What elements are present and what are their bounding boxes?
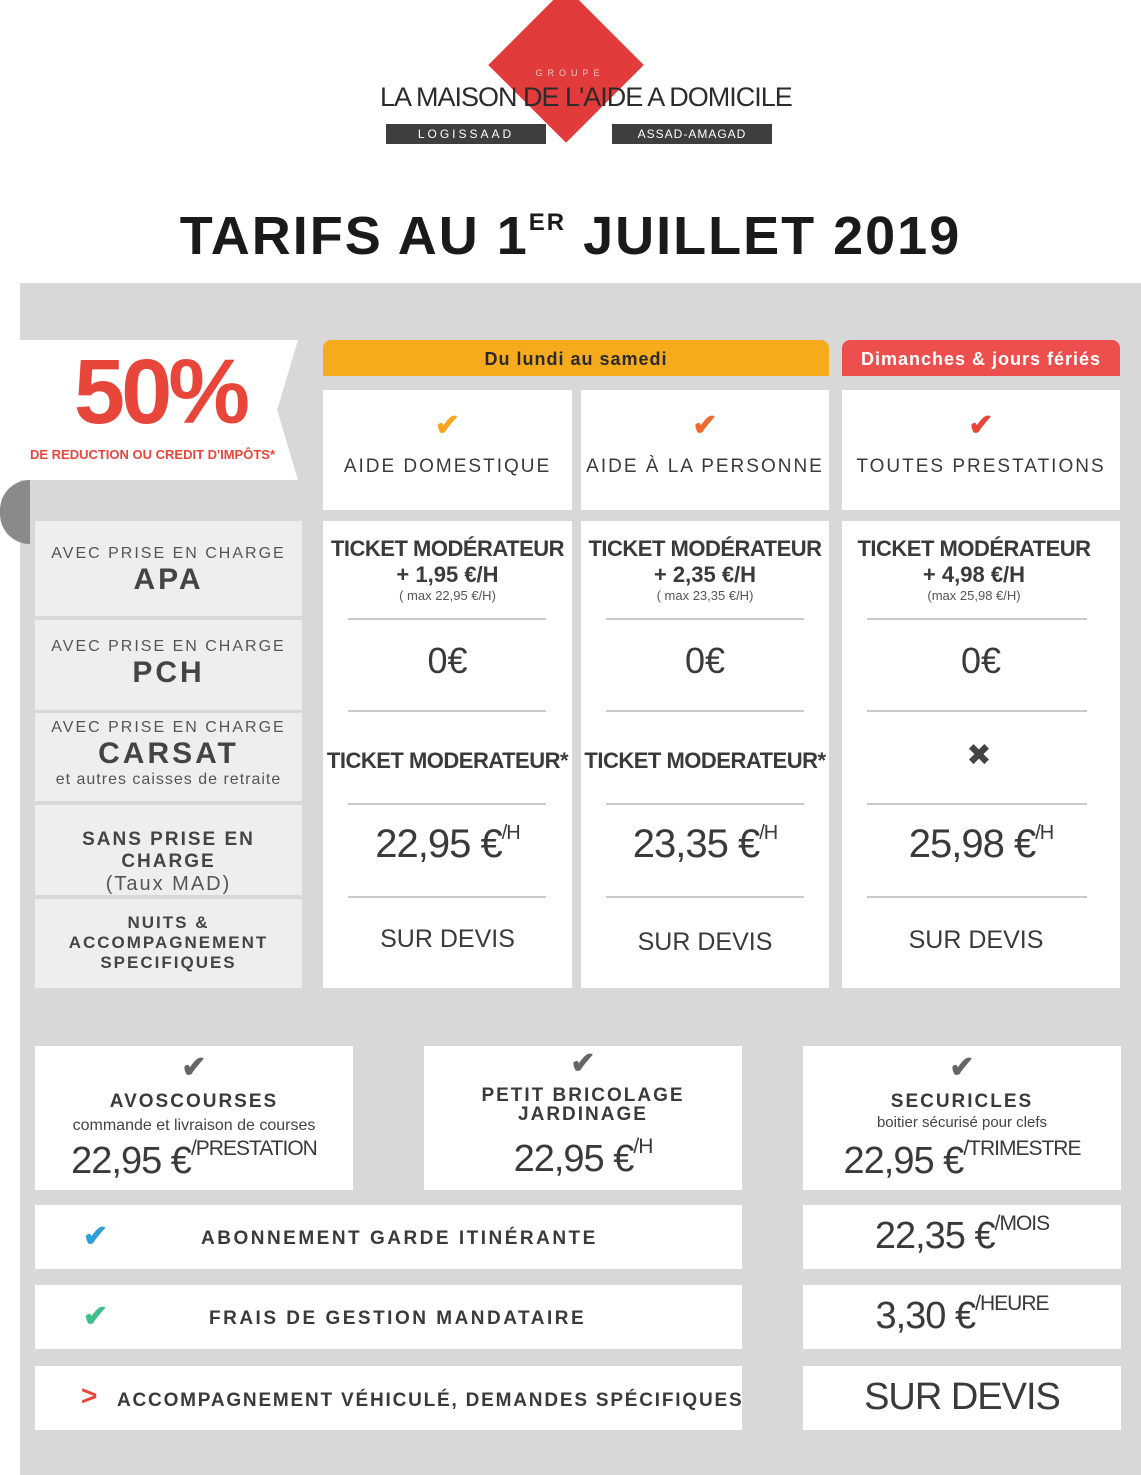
divider [348,710,546,712]
price-unit: /H [759,821,778,844]
cell-carsat-2: TICKET MODERATEUR* [584,748,826,773]
service-label: AIDE À LA PERSONNE [586,456,824,477]
cell-nuits-1: SUR DEVIS [380,925,515,953]
cell-nuits-3: SUR DEVIS [908,926,1044,954]
price-unit: /TRIMESTRE [963,1137,1081,1161]
extra-price [424,1135,742,1181]
ticket-title: TICKET MODÉRATEUR [857,536,1091,561]
check-icon: ✔ [83,1220,109,1253]
extra-name: SECURICLES [890,1091,1034,1112]
row-label-big: CARSAT [98,737,239,770]
price-value: 22,95 € [843,1140,964,1182]
cell-pch-2: 0€ [684,640,726,681]
price-unit: /HEURE [975,1292,1049,1316]
extra-card-avoscourses [35,1046,353,1190]
line-price [803,1292,1121,1338]
extra-name: PETIT BRICOLAGE [481,1085,685,1106]
title-rest: JUILLET 2019 [566,206,962,266]
ticket-max: ( max 23,35 €/H) [656,588,754,603]
line-price-frais [803,1285,1121,1349]
price-unit: /H [1035,821,1054,844]
ticket-rate: + 1,95 €/H [396,562,499,587]
check-icon: ✔ [692,409,718,442]
discount-subtitle: DE REDUCTION OU CREDIT D'IMPÔTS* [29,447,276,462]
ticket-title: TICKET MODÉRATEUR [330,536,565,561]
row-label-big: PCH [132,656,205,689]
ticket-rate: + 4,98 €/H [922,562,1026,587]
divider [867,803,1087,805]
cell-pch-3: 0€ [960,640,1002,681]
row-label-small: AVEC PRISE EN CHARGE [51,719,286,736]
price-value: 22,95 € [375,822,502,866]
cell-pch-1: 0€ [427,640,468,681]
price-unit: /PRESTATION [190,1137,317,1161]
check-icon: ✔ [570,1047,596,1080]
cell-sans-3 [842,822,1120,867]
extra-name-2: JARDINAGE [518,1104,648,1125]
divider [348,803,546,805]
extra-sub: boitier sécurisé pour clefs [876,1114,1048,1131]
ticket-max: (max 25,98 €/H) [927,588,1021,603]
logo-name: LA MAISON DE L'AIDE A DOMICILE [380,82,792,112]
cell-apa-1 [323,536,572,603]
ticket-rate: + 2,35 €/H [653,562,757,587]
check-icon: ✔ [968,409,994,442]
title-main: TARIFS AU 1 [179,206,529,266]
price-value: 22,95 € [71,1140,191,1182]
row-label-note: et autres caisses de retraite [55,771,282,788]
side-tab [0,480,30,544]
cell-apa-3 [842,536,1106,603]
divider [867,896,1087,898]
divider [867,618,1087,620]
ticket-title: TICKET MODÉRATEUR [588,536,822,561]
row-label-line: SPECIFIQUES [100,953,237,972]
price-value: 22,35 € [874,1215,995,1257]
line-label: FRAIS DE GESTION MANDATAIRE [209,1308,587,1329]
service-label: TOUTES PRESTATIONS [856,456,1106,477]
header-sunday: Dimanches & jours fériés [842,340,1120,376]
check-icon: ✔ [949,1051,975,1084]
cell-nuits-2: SUR DEVIS [637,928,773,956]
price-value: 3,30 € [875,1295,976,1337]
row-label-pch [35,620,302,710]
extra-sub: commande et livraison de courses [72,1117,316,1134]
extra-card-securicles [803,1046,1121,1190]
logo-left-tag: LOGISSAAD [386,124,546,144]
divider [606,618,804,620]
row-label-line: ACCOMPAGNEMENT [68,933,269,952]
extra-price [803,1137,1121,1183]
price-value: 25,98 € [908,822,1036,866]
check-icon: ✔ [434,409,461,442]
divider [606,710,804,712]
cell-apa-2 [581,536,829,603]
divider [348,896,546,898]
price-unit: /H [633,1135,653,1159]
divider [606,803,804,805]
price-value: 22,95 € [513,1138,634,1180]
divider [348,618,546,620]
line-frais-gestion [35,1285,742,1349]
row-label-sans [35,805,302,895]
extra-name: AVOSCOURSES [109,1091,279,1112]
check-icon: ✔ [83,1300,109,1333]
row-label-nuits [35,899,302,988]
row-label-line: NUITS & [127,913,210,932]
title-sup: ER [528,209,567,236]
line-price: SUR DEVIS [864,1376,1060,1418]
service-label: AIDE DOMESTIQUE [343,456,552,477]
line-price-accompagnement [803,1366,1121,1430]
line-label: ACCOMPAGNEMENT VÉHICULÉ, DEMANDES SPÉCIFIQUES [117,1390,744,1411]
price-unit: /MOIS [994,1212,1050,1236]
extra-price [35,1137,353,1183]
line-garde-itinerante [35,1205,742,1269]
divider [867,710,1087,712]
logo-groupe-text: GROUPE [535,68,605,78]
cell-carsat-1: TICKET MODERATEUR* [326,748,569,773]
cell-sans-2 [581,822,829,867]
cell-sans-1 [323,822,572,867]
page-title [0,205,1141,267]
row-label-small: AVEC PRISE EN CHARGE [51,545,286,562]
row-label-small: AVEC PRISE EN CHARGE [51,638,286,655]
line-accompagnement [35,1366,742,1430]
logo-right-tag: ASSAD-AMAGAD [612,124,772,144]
row-label-apa [35,521,302,616]
service-card-toutes [842,390,1120,510]
arrow-icon: > [81,1380,98,1411]
check-icon: ✔ [181,1051,207,1084]
row-label-big: APA [133,563,204,596]
extra-card-bricolage [424,1046,742,1190]
price-value: 23,35 € [632,822,760,866]
discount-percent: 50% [73,341,247,443]
line-price-garde [803,1205,1121,1269]
divider [606,896,804,898]
header-week: Du lundi au samedi [323,340,829,376]
row-label-sub: (Taux MAD) [105,873,232,895]
price-unit: /H [501,821,520,844]
line-label: ABONNEMENT GARDE ITINÉRANTE [201,1228,598,1249]
line-price [803,1212,1121,1258]
ticket-max: ( max 22,95 €/H) [399,588,496,603]
row-label-title: SANS PRISE EN CHARGE [82,829,255,872]
service-card-domestique [323,390,572,510]
service-card-personne [581,390,829,510]
not-available-icon: ✖ [966,739,992,772]
row-label-carsat [35,713,302,801]
